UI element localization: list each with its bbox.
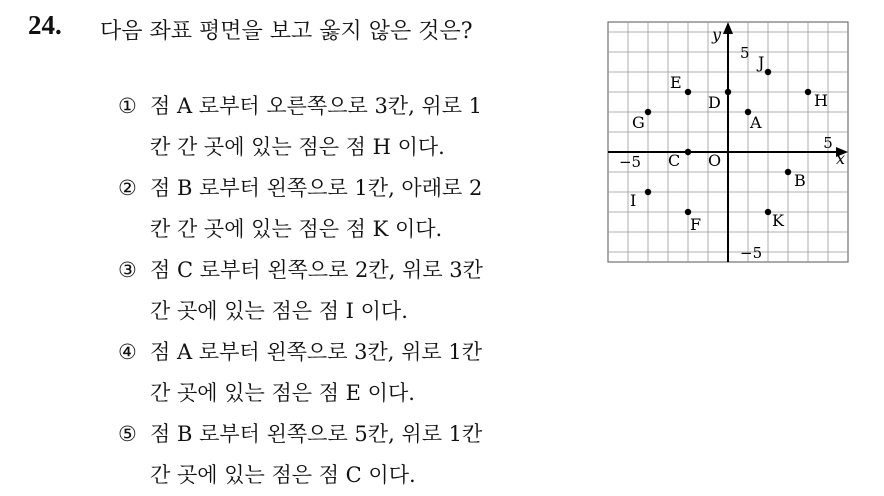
choice-marker: ③	[118, 258, 137, 282]
point-marker	[785, 169, 791, 175]
point-marker	[765, 209, 771, 215]
origin-label: O	[708, 151, 722, 170]
point-label: H	[814, 91, 828, 110]
choice-marker: ①	[118, 94, 137, 118]
question-number: 24.	[28, 10, 62, 40]
choice-text: 점 C 로부터 왼쪽으로 2칸, 위로 3칸 간 곳에 있는 점은 점 I 이다.	[150, 258, 483, 323]
point-label: D	[708, 93, 721, 112]
coordinate-plane	[604, 18, 854, 268]
point-marker	[765, 69, 771, 75]
point-label: F	[690, 215, 702, 234]
choice-text: 점 B 로부터 왼쪽으로 1칸, 아래로 2 칸 간 곳에 있는 점은 점 K 이다.	[150, 176, 483, 241]
point-label: J	[758, 53, 765, 72]
choice-3[interactable]	[118, 250, 588, 332]
point-f	[685, 209, 701, 234]
point-marker	[805, 89, 811, 95]
choice-text: 점 A 로부터 오른쪽으로 3칸, 위로 1 칸 간 곳에 있는 점은 점 H 이다.	[150, 94, 483, 159]
choice-1[interactable]	[118, 86, 588, 168]
choice-text: 점 A 로부터 왼쪽으로 3칸, 위로 1칸 간 곳에 있는 점은 점 E 이다.	[150, 340, 483, 405]
point-label: A	[750, 113, 762, 132]
choice-marker: ②	[118, 176, 137, 200]
point-marker	[645, 189, 651, 195]
choice-4[interactable]	[118, 332, 588, 414]
tick-label-y-pos: 5	[740, 44, 750, 62]
point-label: I	[630, 191, 637, 210]
x-axis-label: x	[836, 149, 846, 168]
coordinate-plane-figure	[604, 18, 854, 272]
tick-label-x-neg: −5	[618, 153, 642, 171]
point-a	[745, 109, 762, 132]
question-stem: 다음 좌표 평면을 보고 옳지 않은 것은?	[100, 19, 473, 44]
choice-2[interactable]	[118, 168, 588, 250]
point-marker	[725, 89, 731, 95]
tick-label-y-neg: −5	[740, 244, 763, 262]
axis-labels	[619, 25, 845, 262]
y-axis-arrow	[723, 22, 733, 34]
point-label: G	[632, 113, 645, 132]
y-axis-label: y	[712, 25, 722, 44]
tick-label-x-pos: 5	[823, 134, 833, 152]
point-label: K	[772, 211, 784, 230]
choice-text: 점 B 로부터 왼쪽으로 5칸, 위로 1칸 간 곳에 있는 점은 점 C 이다.	[150, 422, 483, 487]
choice-marker: ④	[118, 340, 137, 364]
choice-list	[118, 86, 588, 496]
point-marker	[685, 149, 691, 155]
choice-5[interactable]	[118, 414, 588, 496]
point-label: E	[670, 73, 682, 92]
point-marker	[645, 109, 651, 115]
point-marker	[685, 89, 691, 95]
axes	[608, 22, 848, 262]
point-label: B	[794, 171, 806, 190]
point-j	[756, 53, 771, 75]
point-label: C	[668, 151, 681, 170]
choice-marker: ⑤	[118, 422, 137, 446]
